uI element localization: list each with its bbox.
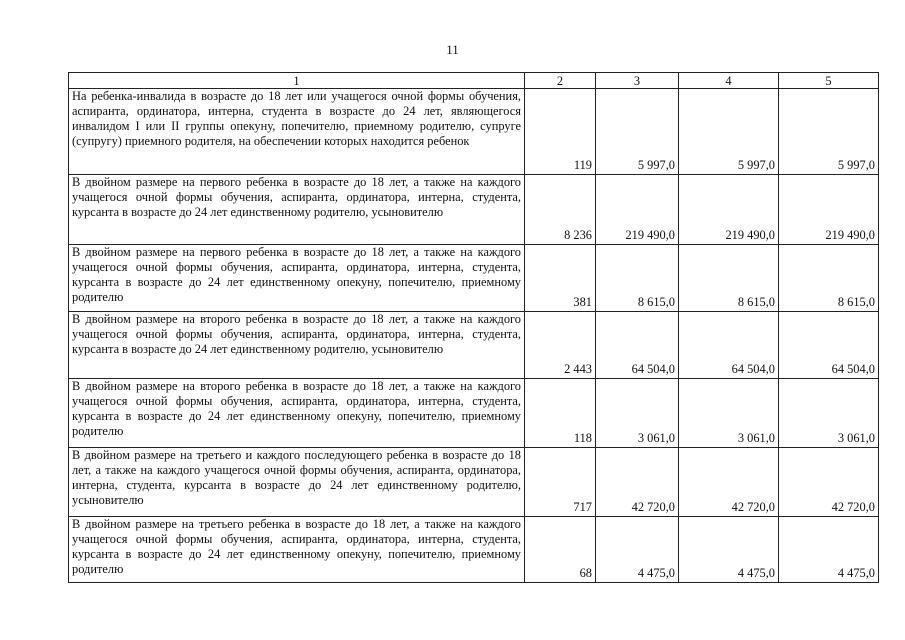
amount-cell-col3: 5 997,0 xyxy=(596,89,679,175)
amount-cell-col5: 8 615,0 xyxy=(779,245,879,312)
amount-cell-col5: 219 490,0 xyxy=(779,175,879,245)
amount-cell-col4: 4 475,0 xyxy=(679,517,779,583)
table-row xyxy=(69,245,879,312)
amount-cell-col5: 64 504,0 xyxy=(779,312,879,379)
amount-cell-col4: 42 720,0 xyxy=(679,448,779,517)
column-header-1: 1 xyxy=(69,73,525,89)
amount-cell-col3: 219 490,0 xyxy=(596,175,679,245)
header-row xyxy=(69,73,879,89)
row-description: В двойном размере на второго ребенка в возрасте до 18 лет, а также на каждого учащегося очной формы обучения, аспиранта, ординатора, интерна, студента, курсанта в возрасте до 24 лет единственному родителю, усыновителю xyxy=(69,312,525,379)
row-description: В двойном размере на второго ребенка в возрасте до 18 лет, а также на каждого учащегося очной формы обучения, аспиранта, ординатора, интерна, студента, курсанта в возрасте до 24 лет единственному опекуну, попечителю, приемному родителю xyxy=(69,379,525,448)
row-description: В двойном размере на третьего ребенка в возрасте до 18 лет, а также на каждого учащегося очной формы обучения, аспиранта, ординатора, интерна, студента, курсанта в возрасте до 24 лет единственному опекуну, попечителю, приемному родителю xyxy=(69,517,525,583)
recipient-count-cell: 118 xyxy=(525,379,596,448)
allowance-table xyxy=(68,72,879,583)
recipient-count-cell: 717 xyxy=(525,448,596,517)
table-row xyxy=(69,89,879,175)
amount-cell-col4: 8 615,0 xyxy=(679,245,779,312)
table-row xyxy=(69,517,879,583)
amount-cell-col3: 42 720,0 xyxy=(596,448,679,517)
column-header-4: 4 xyxy=(679,73,779,89)
amount-cell-col5: 5 997,0 xyxy=(779,89,879,175)
amount-cell-col3: 64 504,0 xyxy=(596,312,679,379)
row-description: В двойном размере на третьего и каждого последующего ребенка в возрасте до 18 лет, а также на каждого учащегося очной формы обучения, аспиранта, ординатора, интерна, студента, курсанта в возрасте до 24 лет единственному родителю, усыновителю xyxy=(69,448,525,517)
recipient-count-cell: 381 xyxy=(525,245,596,312)
table-row xyxy=(69,175,879,245)
column-header-3: 3 xyxy=(596,73,679,89)
amount-cell-col5: 4 475,0 xyxy=(779,517,879,583)
amount-cell-col4: 5 997,0 xyxy=(679,89,779,175)
table-row xyxy=(69,379,879,448)
recipient-count-cell: 2 443 xyxy=(525,312,596,379)
row-description: В двойном размере на первого ребенка в возрасте до 18 лет, а также на каждого учащегося очной формы обучения, аспиранта, ординатора, интерна, студента, курсанта в возрасте до 24 лет единственному родителю, усыновителю xyxy=(69,175,525,245)
amount-cell-col4: 64 504,0 xyxy=(679,312,779,379)
amount-cell-col3: 8 615,0 xyxy=(596,245,679,312)
column-header-5: 5 xyxy=(779,73,879,89)
amount-cell-col3: 3 061,0 xyxy=(596,379,679,448)
amount-cell-col4: 3 061,0 xyxy=(679,379,779,448)
row-description: На ребенка-инвалида в возрасте до 18 лет или учащегося очной формы обучения, аспиранта, ординатора, интерна, студента в возрасте до 24 лет, являющегося инвалидом I или II группы опекуну, попечителю, приемному родителю, супруге (супругу) приемного родителя, на обеспечении которых находится ребенок xyxy=(69,89,525,175)
amount-cell-col4: 219 490,0 xyxy=(679,175,779,245)
column-header-2: 2 xyxy=(525,73,596,89)
amount-cell-col5: 42 720,0 xyxy=(779,448,879,517)
table-row xyxy=(69,448,879,517)
page-number: 11 xyxy=(446,42,459,57)
amount-cell-col5: 3 061,0 xyxy=(779,379,879,448)
amount-cell-col3: 4 475,0 xyxy=(596,517,679,583)
recipient-count-cell: 119 xyxy=(525,89,596,175)
recipient-count-cell: 8 236 xyxy=(525,175,596,245)
recipient-count-cell: 68 xyxy=(525,517,596,583)
table-row xyxy=(69,312,879,379)
row-description: В двойном размере на первого ребенка в возрасте до 18 лет, а также на каждого учащегося очной формы обучения, аспиранта, ординатора, интерна, студента, курсанта в возрасте до 24 лет единственному опекуну, попечителю, приемному родителю xyxy=(69,245,525,312)
